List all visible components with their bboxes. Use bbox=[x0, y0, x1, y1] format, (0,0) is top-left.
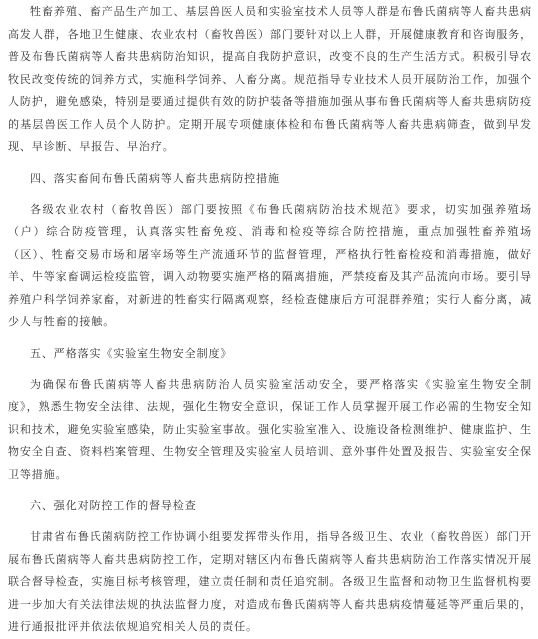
document-page bbox=[0, 1, 538, 633]
paragraph-livestock-control: 各级农业农村（畜牧兽医）部门要按照《布鲁氏菌病防治技术规范》要求，切实加强养殖场（户）综合防疫管理，认真落实牲畜免疫、消毒和检疫等综合防控措施，重点加强牲畜养殖场（区）、牲畜交易市场和屠宰场等生产流通环节的监督管理，严格执行牲畜检疫和消毒措施，做好羊、牛等家畜调运检疫监管，调入动物要实施严格的隔离措施，严禁疫畜及其产品流向市场。要引导养殖户科学饲养家畜，对新进的牲畜实行隔离观察，经检查健康后方可混群养殖；实行人畜分离，减少人与牲畜的接触。 bbox=[8, 202, 532, 328]
paragraph-personal-protection: 牲畜养殖、畜产品生产加工、基层兽医人员和实验室技术人员等人群是布鲁氏菌病等人畜共患病高发人群，各地卫生健康、农业农村（畜牧兽医）部门要针对以上人群，开展健康教育和咨询服务，普及布鲁氏菌病等人畜共患病防治知识，提高自我防护意识，改变不良的生产生活方式。积极引导农牧民改变传统的饲养方式，实施科学饲养、人畜分离。规范指导专业技术人员开展防治工作，加强个人防护，避免感染，特别是要通过提供有效的防护装备等措施加强从事布鲁氏菌病等人畜共患病防疫的基层兽医工作人员个人防护。定期开展专项健康体检和布鲁氏菌病等人畜共患病筛查，做到早发现、早诊断、早报告、早治疗。 bbox=[8, 5, 532, 153]
paragraph-lab-biosafety: 为确保布鲁氏菌病等人畜共患病防治人员实验室活动安全，要严格落实《实验室生物安全制度》，熟悉生物安全法律、法规，强化生物安全意识，保证工作人员掌握开展工作必需的生物安全知识和技术，避免实验室感染，防止实验室事故。强化实验室准入、设施设备检测维护、健康监护、生物安全自查、资料档案管理、生物安全管理及实验室人员培训、意外事件处置及报告、实验室安全保卫等措施。 bbox=[8, 377, 532, 481]
section-heading-5: 五、严格落实《实验室生物安全制度》 bbox=[30, 346, 233, 360]
paragraph-supervision: 甘肃省布鲁氏菌病防控工作协调小组要发挥带头作用，指导各级卫生、农业（畜牧兽医）部门开展布鲁氏菌病等人畜共患病防控工作，定期对辖区内布鲁氏菌病等人畜共患病防治工作落实情况开展联合督导检查，实施目标考核管理，建立责任制和责任追究制。各级卫生监督和动物卫生监督机构要进一步加大有关法律法规的执法监督力度，对造成布鲁氏菌病等人畜共患病疫情蔓延等严重后果的，进行通报批评并依法依规追究相关人员的责任。 bbox=[8, 530, 532, 633]
section-heading-4: 四、落实畜间布鲁氏菌病等人畜共患病防控措施 bbox=[30, 171, 280, 185]
section-heading-6: 六、强化对防控工作的督导检查 bbox=[30, 499, 197, 512]
